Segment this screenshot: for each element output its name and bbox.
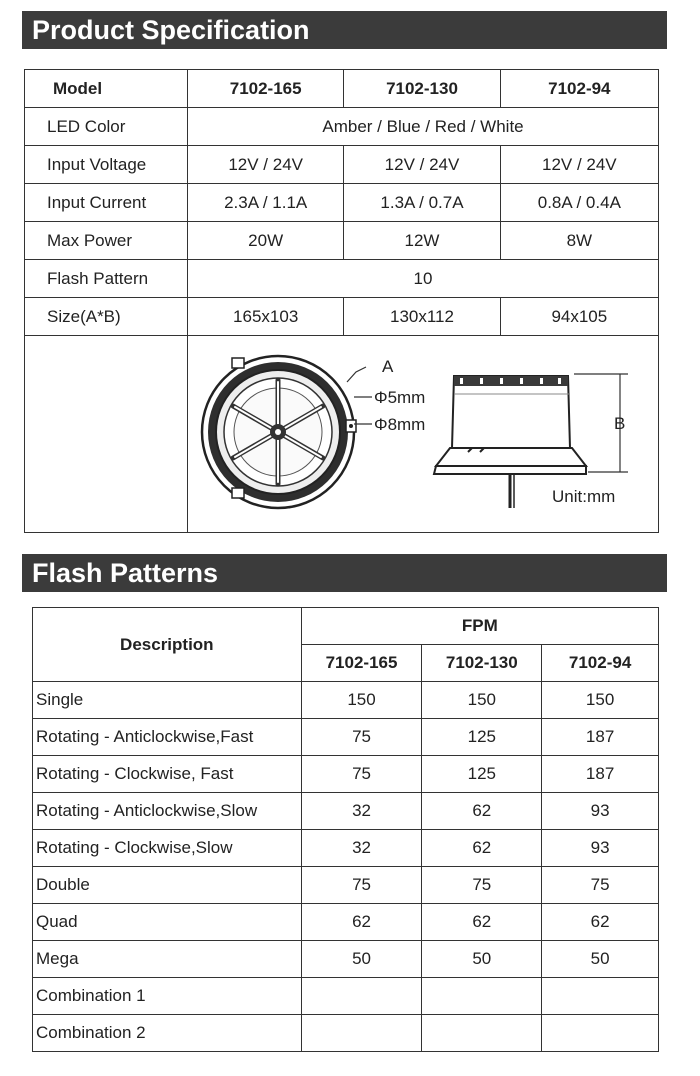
fpm-value <box>301 1015 422 1052</box>
pattern-description: Single <box>33 682 302 719</box>
spec-value: 12V / 24V <box>344 146 500 184</box>
fpm-value: 75 <box>301 719 422 756</box>
fpm-header: FPM <box>301 608 658 645</box>
fpm-value: 187 <box>542 719 659 756</box>
product-drawing <box>188 336 658 532</box>
pattern-description: Rotating - Clockwise,Slow <box>33 830 302 867</box>
spec-row-input-current <box>25 184 659 222</box>
table-row <box>33 719 659 756</box>
spec-row-max-power <box>25 222 659 260</box>
spec-value: 130x112 <box>344 298 500 336</box>
fpm-value: 50 <box>542 941 659 978</box>
spec-diagram-row <box>25 336 659 533</box>
fpm-value: 62 <box>422 830 542 867</box>
pattern-description: Combination 1 <box>33 978 302 1015</box>
table-row <box>33 1015 659 1052</box>
pattern-description: Rotating - Anticlockwise,Slow <box>33 793 302 830</box>
fpm-value: 50 <box>301 941 422 978</box>
fpm-value: 150 <box>301 682 422 719</box>
fpm-value: 62 <box>301 904 422 941</box>
pattern-description: Mega <box>33 941 302 978</box>
spec-merged-value: Amber / Blue / Red / White <box>188 108 659 146</box>
pattern-description: Quad <box>33 904 302 941</box>
label-diameter-8: Φ8mm <box>374 415 426 434</box>
fpm-value: 32 <box>301 830 422 867</box>
table-row <box>33 793 659 830</box>
model-header: 7102-94 <box>500 70 658 108</box>
label-b: B <box>614 414 626 433</box>
description-header: Description <box>33 608 302 682</box>
spec-value: 20W <box>188 222 344 260</box>
spec-merged-value: 10 <box>188 260 659 298</box>
fpm-value <box>422 978 542 1015</box>
spec-value: 2.3A / 1.1A <box>188 184 344 222</box>
pattern-description: Rotating - Anticlockwise,Fast <box>33 719 302 756</box>
spec-row-input-voltage <box>25 146 659 184</box>
spec-value: 0.8A / 0.4A <box>500 184 658 222</box>
spec-row-size <box>25 298 659 336</box>
spec-row-label: Input Voltage <box>25 146 188 184</box>
fpm-value: 50 <box>422 941 542 978</box>
fpm-value <box>542 978 659 1015</box>
fpm-value: 75 <box>301 867 422 904</box>
patterns-section-title: Flash Patterns <box>22 554 667 592</box>
label-a: A <box>382 357 394 376</box>
spec-section-title: Product Specification <box>22 11 667 49</box>
product-diagram-cell <box>188 336 659 533</box>
fpm-value: 150 <box>422 682 542 719</box>
fpm-value: 125 <box>422 719 542 756</box>
fpm-value: 62 <box>422 904 542 941</box>
fpm-value: 187 <box>542 756 659 793</box>
fpm-value <box>422 1015 542 1052</box>
spec-table <box>24 69 659 533</box>
spec-value: 12W <box>344 222 500 260</box>
fp-model-header: 7102-165 <box>301 645 422 682</box>
spec-diagram-empty-cell <box>25 336 188 533</box>
spec-value: 94x105 <box>500 298 658 336</box>
fpm-value <box>542 1015 659 1052</box>
flash-patterns-table <box>32 607 659 1052</box>
spec-value: 12V / 24V <box>500 146 658 184</box>
spec-row-led-color <box>25 108 659 146</box>
fpm-value: 93 <box>542 793 659 830</box>
fpm-value: 93 <box>542 830 659 867</box>
spec-row-label: Max Power <box>25 222 188 260</box>
table-row <box>33 978 659 1015</box>
pattern-description: Double <box>33 867 302 904</box>
fpm-value: 62 <box>422 793 542 830</box>
table-row <box>33 867 659 904</box>
spec-row-label: Input Current <box>25 184 188 222</box>
spec-row-label: Size(A*B) <box>25 298 188 336</box>
fpm-value: 62 <box>542 904 659 941</box>
label-diameter-5: Φ5mm <box>374 388 426 407</box>
pattern-description: Combination 2 <box>33 1015 302 1052</box>
spec-value: 8W <box>500 222 658 260</box>
fp-model-header: 7102-130 <box>422 645 542 682</box>
spec-row-label: LED Color <box>25 108 188 146</box>
fp-header-row <box>33 608 659 645</box>
table-row <box>33 941 659 978</box>
pattern-description: Rotating - Clockwise, Fast <box>33 756 302 793</box>
fpm-value: 125 <box>422 756 542 793</box>
spec-header-label: Model <box>25 70 188 108</box>
model-header: 7102-165 <box>188 70 344 108</box>
fpm-value: 75 <box>301 756 422 793</box>
fp-body <box>33 682 659 1052</box>
spec-value: 12V / 24V <box>188 146 344 184</box>
spec-value: 1.3A / 0.7A <box>344 184 500 222</box>
table-row <box>33 830 659 867</box>
fpm-value: 75 <box>422 867 542 904</box>
spec-value: 165x103 <box>188 298 344 336</box>
fpm-value: 75 <box>542 867 659 904</box>
table-row <box>33 904 659 941</box>
spec-row-flash-pattern <box>25 260 659 298</box>
model-header: 7102-130 <box>344 70 500 108</box>
spec-header-row <box>25 70 659 108</box>
spec-row-label: Flash Pattern <box>25 260 188 298</box>
table-row <box>33 756 659 793</box>
fpm-value: 150 <box>542 682 659 719</box>
beacon-top-view-icon <box>202 356 356 508</box>
table-row <box>33 682 659 719</box>
fp-model-header: 7102-94 <box>542 645 659 682</box>
fpm-value: 32 <box>301 793 422 830</box>
fpm-value <box>301 978 422 1015</box>
unit-label: Unit:mm <box>552 487 616 506</box>
